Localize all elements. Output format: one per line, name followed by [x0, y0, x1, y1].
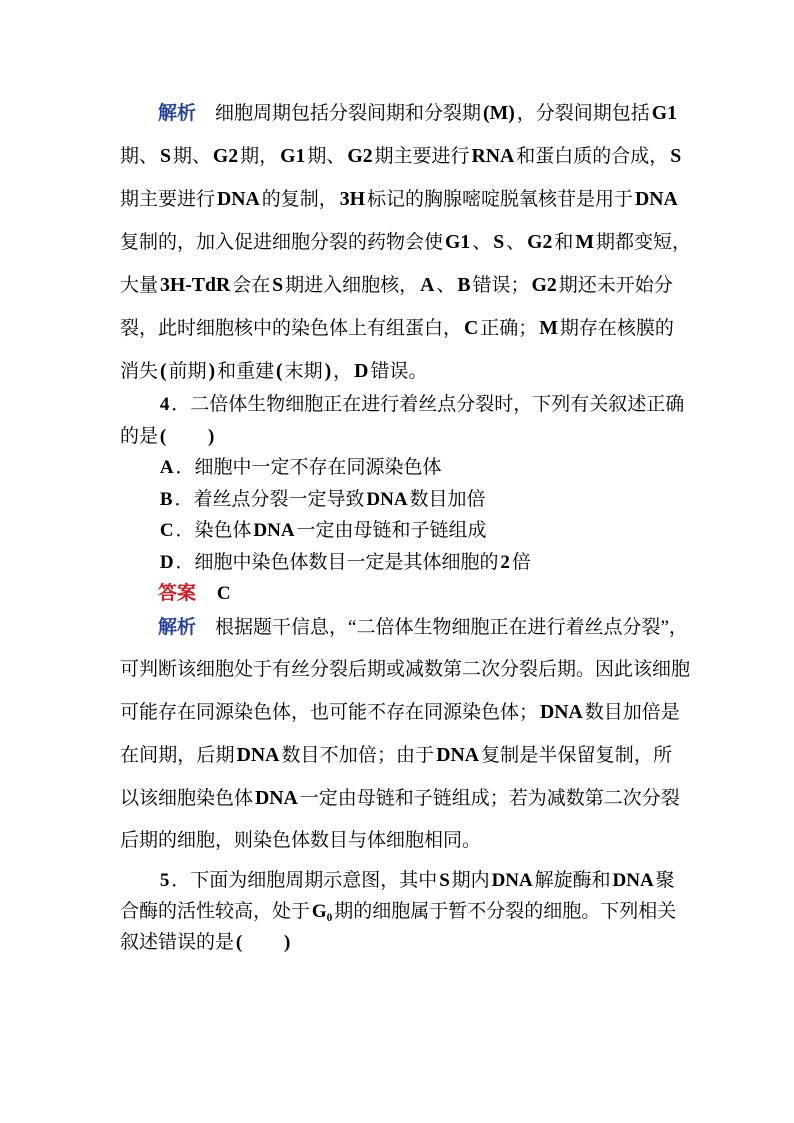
analysis-text: 根据题干信息，“二倍体生物细胞正在进行着丝点分裂”，	[215, 617, 688, 638]
analysis-text: 细胞周期包括分裂间期和分裂期(M) ，分裂间期包括G1	[215, 102, 677, 124]
analysis-line: 可能存在同源染色体，也可能不存在同源染色体；DNA 数目加倍是	[120, 701, 680, 723]
question-4-analysis	[120, 607, 691, 862]
latin-run: A	[159, 457, 174, 478]
latin-run: B	[457, 274, 471, 296]
latin-run: )	[208, 360, 216, 382]
latin-run: DNA	[436, 744, 480, 766]
latin-run: DNA	[366, 488, 408, 510]
latin-run: M	[575, 231, 594, 253]
analysis-line: 期主要进行DNA 的复制，3H 标记的胸腺嘧啶脱氧核苷是用于DNA	[120, 188, 678, 210]
latin-run: G1	[280, 145, 306, 167]
latin-run: G2	[527, 231, 553, 253]
answer-value	[215, 583, 233, 604]
latin-run: G1	[444, 231, 471, 253]
latin-run: S	[493, 231, 505, 253]
analysis-line	[120, 92, 677, 135]
latin-run: 3H-TdR	[159, 274, 231, 296]
latin-run: DNA	[539, 701, 583, 723]
latin-run: DNA	[254, 787, 298, 809]
question-4	[120, 389, 685, 610]
analysis-line	[120, 607, 688, 649]
latin-run: )	[324, 360, 332, 382]
latin-run: 5	[159, 869, 170, 891]
analysis-line: 复制的，加入促进细胞分裂的药物会使G1 、S 、G2 和M 期都变短，	[120, 231, 691, 253]
latin-run: S	[159, 145, 171, 167]
analysis-line: 消失( 前期) 和重建( 末期) ，D 错误。	[120, 360, 428, 382]
question-5	[120, 865, 677, 958]
answer-row	[120, 578, 672, 610]
analysis-line: 后期的细胞，则染色体数目与体细胞相同。	[120, 830, 482, 851]
latin-run: C	[463, 317, 479, 339]
question-stem-line: 4．二倍体生物细胞正在进行着丝点分裂时，下列有关叙述正确	[159, 394, 685, 415]
analysis-line: 裂，此时细胞核中的染色体上有组蛋白，C 正确；M 期存在核膜的	[120, 317, 674, 339]
analysis-line: 在间期，后期DNA 数目不加倍；由于DNA 复制是半保留复制，所	[120, 744, 672, 766]
latin-run: A	[420, 274, 435, 296]
question-stem-line: 叙述错误的是( )	[120, 931, 291, 953]
analysis-label: 解析	[158, 617, 197, 638]
analysis-line: 期、S 期、G2 期，G1 期、G2 期主要进行RNA 和蛋白质的合成，S	[120, 145, 682, 167]
latin-run: )	[284, 931, 291, 953]
latin-run: D	[354, 360, 369, 382]
option-b: B．着丝点分裂一定导致DNA数目加倍	[159, 488, 486, 510]
latin-run: (M)	[483, 102, 515, 124]
latin-run: DNA	[491, 869, 533, 891]
latin-run: )	[208, 425, 215, 447]
latin-run: S	[670, 145, 682, 167]
latin-run: DNA	[236, 744, 280, 766]
latin-run: G2	[347, 145, 373, 167]
option-c: C．染色体DNA一定由母链和子链组成	[159, 520, 487, 541]
previous-question-analysis	[120, 92, 691, 393]
latin-run: C	[216, 583, 231, 604]
answer-label: 答案	[158, 583, 197, 604]
latin-run: DNA	[253, 520, 295, 541]
question-stem-line: 合酶的活性较高，处于G₀期的细胞属于暂不分裂的细胞。下列相关	[120, 900, 677, 922]
latin-run: 4	[159, 394, 170, 415]
option-d: D．细胞中染色体数目一定是其体细胞的2倍	[159, 551, 531, 573]
analysis-line: 大量3H-TdR 会在S 期进入细胞核，A 、B 错误；G2 期还未开始分	[120, 274, 673, 296]
analysis-line: 以该细胞染色体DNA 一定由母链和子链组成；若为减数第二次分裂	[120, 787, 680, 809]
latin-run: C	[159, 520, 174, 541]
latin-run: (	[159, 360, 167, 382]
latin-run: DNA	[216, 188, 260, 210]
latin-run: 2	[500, 551, 510, 573]
latin-run: M	[539, 317, 558, 339]
latin-run: G2	[212, 145, 239, 167]
analysis-label: 解析	[158, 103, 197, 124]
latin-run: G1	[651, 102, 677, 124]
question-stem-line: 5．下面为细胞周期示意图，其中S期内DNA解旋酶和DNA聚	[159, 869, 675, 891]
latin-run: G2	[531, 274, 557, 296]
latin-run: (	[276, 360, 283, 382]
latin-run: RNA	[471, 145, 515, 167]
latin-run: DNA	[634, 188, 678, 210]
latin-run: (	[159, 425, 167, 447]
latin-run: DNA	[612, 869, 654, 891]
analysis-line: 可判断该细胞处于有丝分裂后期或减数第二次分裂后期。因此该细胞	[120, 659, 691, 680]
latin-run: S	[439, 869, 450, 891]
latin-run: G₀	[311, 900, 333, 922]
question-stem-line: 的是( )	[120, 425, 215, 447]
latin-run: (	[235, 931, 243, 953]
option-a: A．细胞中一定不存在同源染色体	[159, 457, 442, 478]
latin-run: 3H	[339, 188, 365, 210]
latin-run: B	[159, 488, 173, 510]
latin-run: D	[159, 551, 174, 573]
latin-run: S	[272, 274, 284, 296]
